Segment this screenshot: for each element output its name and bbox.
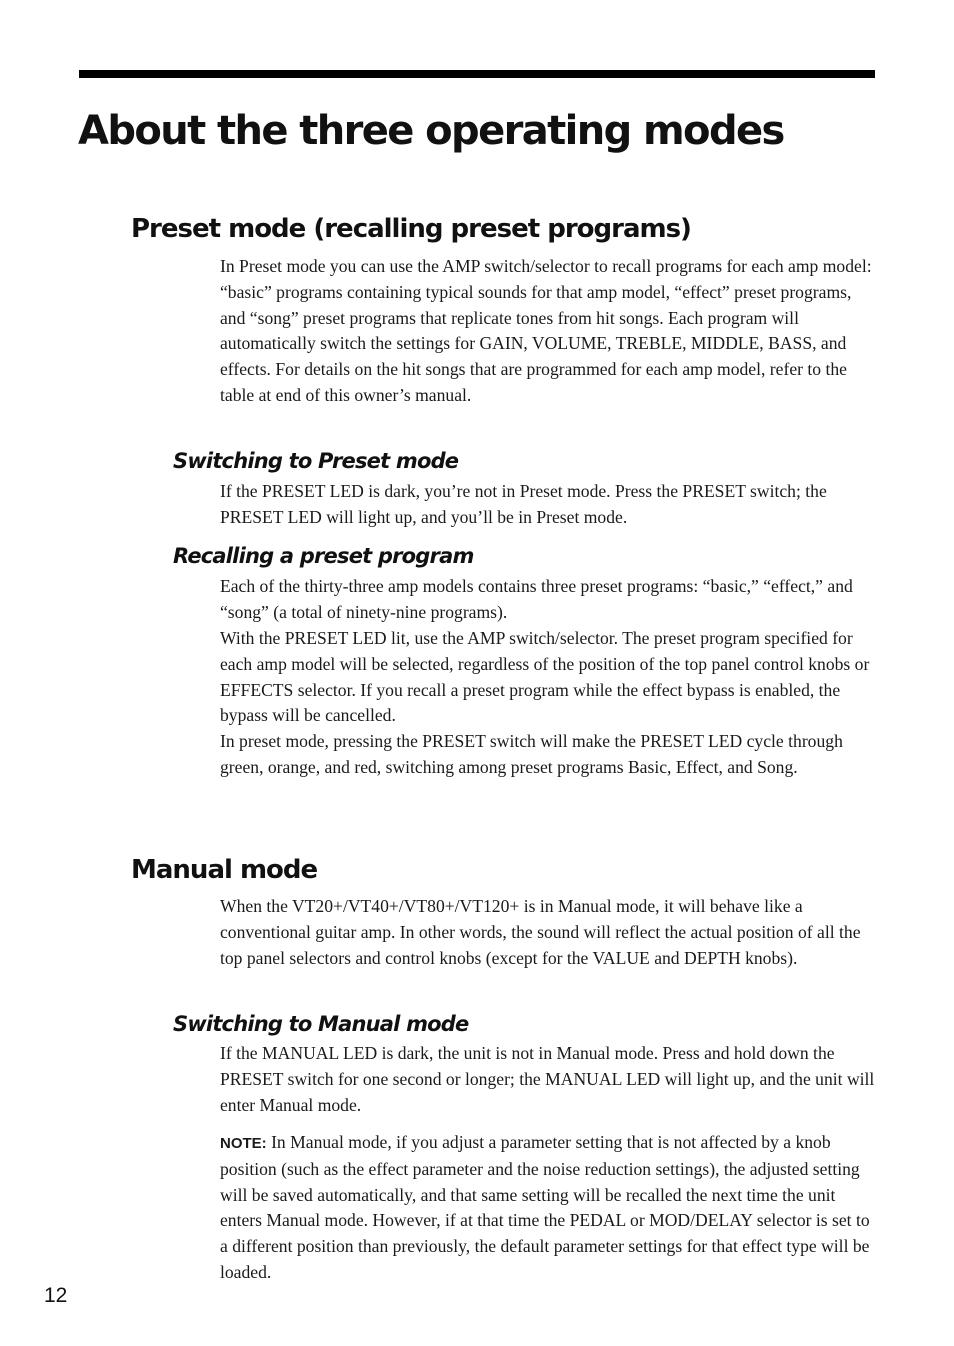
manual-mode-heading: Manual mode <box>131 855 318 885</box>
page-title: About the three operating modes <box>78 108 784 154</box>
recalling-preset-paragraph: Each of the thirty-three amp models contains three preset programs: “basic,” “effect,” and “song” (a total of ninety-nine programs). <box>220 576 853 622</box>
page-number: 12 <box>44 1284 68 1307</box>
manual-mode-intro: When the VT20+/VT40+/VT80+/VT120+ is in Manual mode, it will behave like a conventional guitar amp. In other words, the sound will reflect the actual position of all the top panel selectors and control knobs (except for the VALUE and DEPTH knobs). <box>220 896 861 968</box>
switching-to-preset-text: If the PRESET LED is dark, you’re not in Preset mode. Press the PRESET switch; the PRESET LED will light up, and you’ll be in Preset mode. <box>220 481 827 527</box>
switching-to-manual-heading: Switching to Manual mode <box>173 1012 469 1036</box>
preset-mode-heading: Preset mode (recalling preset programs) <box>131 214 691 244</box>
preset-mode-intro: In Preset mode you can use the AMP switch/selector to recall programs for each amp model: “basic” programs containing typical sounds for that amp model, “effect” preset programs, and “song” preset programs that replicate tones from hit songs. Each program will automatically switch the settings for GAIN, VOLUME, TREBLE, MIDDLE, BASS, and effects. For details on the hit songs that are programmed for each amp model, refer to the table at end of this owner’s manual. <box>220 256 872 405</box>
top-rule <box>79 70 875 78</box>
recalling-preset-heading: Recalling a preset program <box>173 544 474 568</box>
recalling-preset-paragraph: In preset mode, pressing the PRESET switch will make the PRESET LED cycle through green, orange, and red, switching among preset programs Basic, Effect, and Song. <box>220 731 843 777</box>
note-paragraph <box>220 1130 876 1286</box>
switching-to-preset-heading: Switching to Preset mode <box>173 449 459 473</box>
switching-to-manual-text: If the MANUAL LED is dark, the unit is not in Manual mode. Press and hold down the PRESET switch for one second or longer; the MANUAL LED will light up, and the unit will enter Manual mode. <box>220 1043 875 1115</box>
note-label: NOTE: <box>220 1135 267 1152</box>
recalling-preset-paragraph: With the PRESET LED lit, use the AMP switch/selector. The preset program specified for each amp model will be selected, regardless of the position of the top panel control knobs or EFFECTS selector. If you recall a preset program while the effect bypass is enabled, the bypass will be cancelled. <box>220 628 870 726</box>
note-text: In Manual mode, if you adjust a parameter setting that is not affected by a knob position (such as the effect parameter and the noise reduction settings), the adjusted setting will be saved automatically, and that same setting will be recalled the next time the unit enters Manual mode. However, if at that time the PEDAL or MOD/DELAY selector is set to a different position than previously, the default parameter settings for that effect type will be loaded. <box>220 1132 870 1282</box>
